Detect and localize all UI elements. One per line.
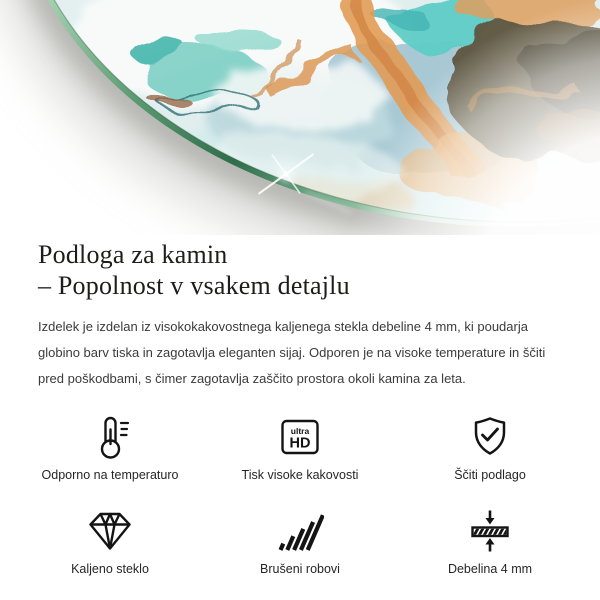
feature-label: Kaljeno steklo bbox=[71, 562, 149, 577]
feature-label: Odporno na temperaturo bbox=[41, 468, 179, 483]
page-title-line2: – Popolnost v vsakem detajlu bbox=[38, 270, 350, 300]
beveled-edges-icon bbox=[276, 505, 324, 555]
thickness-compress-icon bbox=[466, 505, 514, 555]
feature-label: Ščiti podlago bbox=[454, 468, 526, 483]
feature-beveled-edges bbox=[205, 505, 395, 577]
ultra-hd-icon bbox=[276, 411, 324, 461]
feature-label: Debelina 4 mm bbox=[447, 562, 533, 577]
product-description: Izdelek je izdelan iz visokokakovostnega kaljenega stekla debeline 4 mm, ki poudarja globino barv tiska in zagotavlja eleganten sijaj. Odporen je na visoke temperature in ščiti pred poškodbami, s čimer zagotavlja zaščito prostora okoli kamina za leta. bbox=[38, 319, 546, 387]
feature-thickness bbox=[395, 505, 585, 577]
feature-protects bbox=[395, 411, 585, 483]
feature-tempered-glass bbox=[15, 505, 205, 577]
glass-panel-photo bbox=[0, 0, 600, 235]
feature-label: Tisk visoke kakovosti bbox=[241, 468, 359, 483]
page-title bbox=[38, 240, 562, 301]
product-info-section bbox=[0, 240, 600, 392]
svg-text:HD: HD bbox=[289, 435, 311, 452]
feature-temperature bbox=[15, 411, 205, 483]
page-title-line1: Podloga za kamin bbox=[38, 240, 228, 269]
feature-print-quality bbox=[205, 411, 395, 483]
feature-grid bbox=[0, 411, 600, 577]
feature-label: Brušeni robovi bbox=[260, 562, 340, 577]
svg-text:ultra: ultra bbox=[290, 426, 310, 437]
thermometer-icon bbox=[86, 411, 134, 461]
diamond-icon bbox=[86, 505, 134, 555]
shield-check-icon bbox=[466, 411, 514, 461]
product-image bbox=[0, 0, 600, 235]
